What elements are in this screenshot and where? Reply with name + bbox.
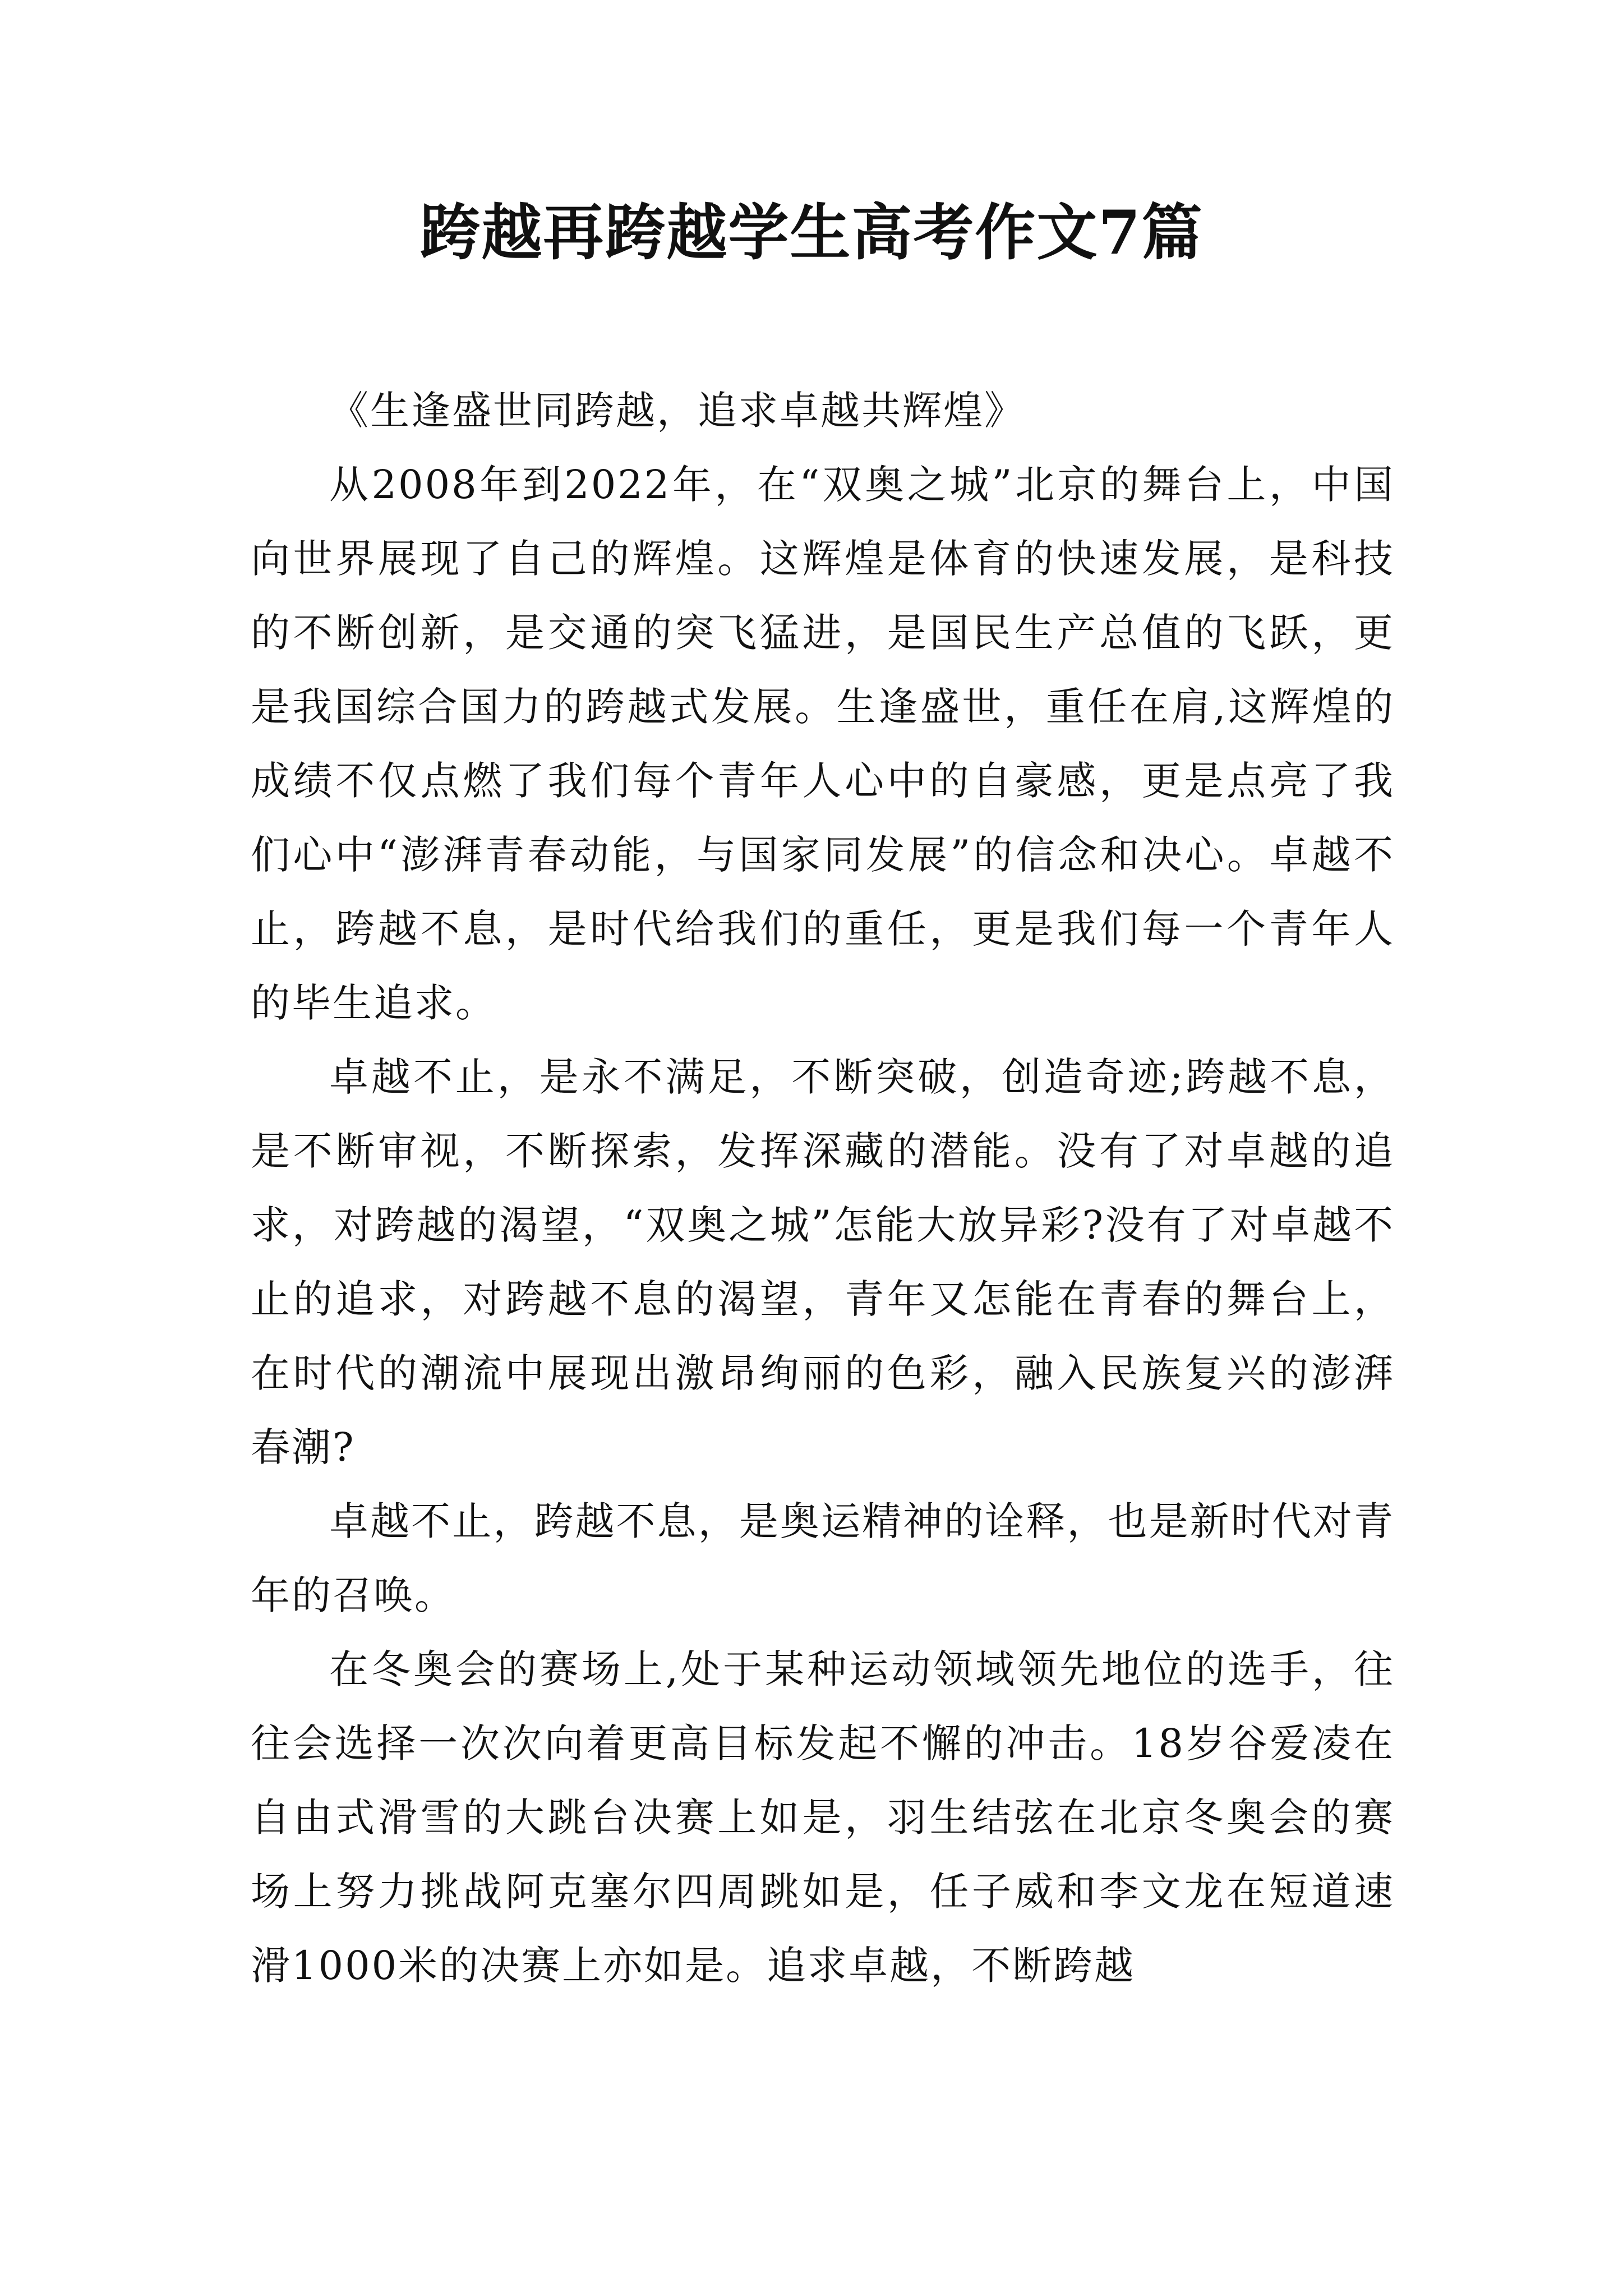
body-paragraph: 卓越不止，是永不满足，不断突破，创造奇迹;跨越不息，是不断审视，不断探索，发挥深藏的潜能。没有了对卓越的追求，对跨越的渴望，“双奥之城”怎能大放异彩?没有了对卓越不止的追求，对跨越不息的渴望，青年又怎能在青春的舞台上，在时代的潮流中展现出激昂绚丽的色彩，融入民族复兴的澎湃春潮? (251, 1054, 1395, 1470)
body-paragraph: 在冬奥会的赛场上,处于某种运动领域领先地位的选手，往往会选择一次次向着更高目标发起不懈的冲击。18岁谷爱凌在自由式滑雪的大跳台决赛上如是，羽生结弦在北京冬奥会的赛场上努力挑战阿克塞尔四周跳如是，任子威和李文龙在短道速滑1000米的决赛上亦如是。追求卓越，不断跨越 (251, 1646, 1395, 1989)
document-body (251, 374, 1395, 2003)
subtitle-paragraph: 《生逢盛世同跨越，追求卓越共辉煌》 (329, 388, 1025, 434)
page-title: 跨越再跨越学生高考作文7篇 (419, 197, 1204, 268)
body-paragraph: 卓越不止，跨越不息，是奥运精神的诠释，也是新时代对青年的召唤。 (251, 1498, 1395, 1618)
body-paragraph: 从2008年到2022年，在“双奥之城”北京的舞台上，中国向世界展现了自己的辉煌。这辉煌是体育的快速发展，是科技的不断创新，是交通的突飞猛进，是国民生产总值的飞跃，更是我国综合国力的跨越式发展。生逢盛世，重任在肩,这辉煌的成绩不仅点燃了我们每个青年人心中的自豪感，更是点亮了我们心中“澎湃青春动能，与国家同发展”的信念和决心。卓越不止，跨越不息，是时代给我们的重任，更是我们每一个青年人的毕生追求。 (251, 462, 1395, 1026)
